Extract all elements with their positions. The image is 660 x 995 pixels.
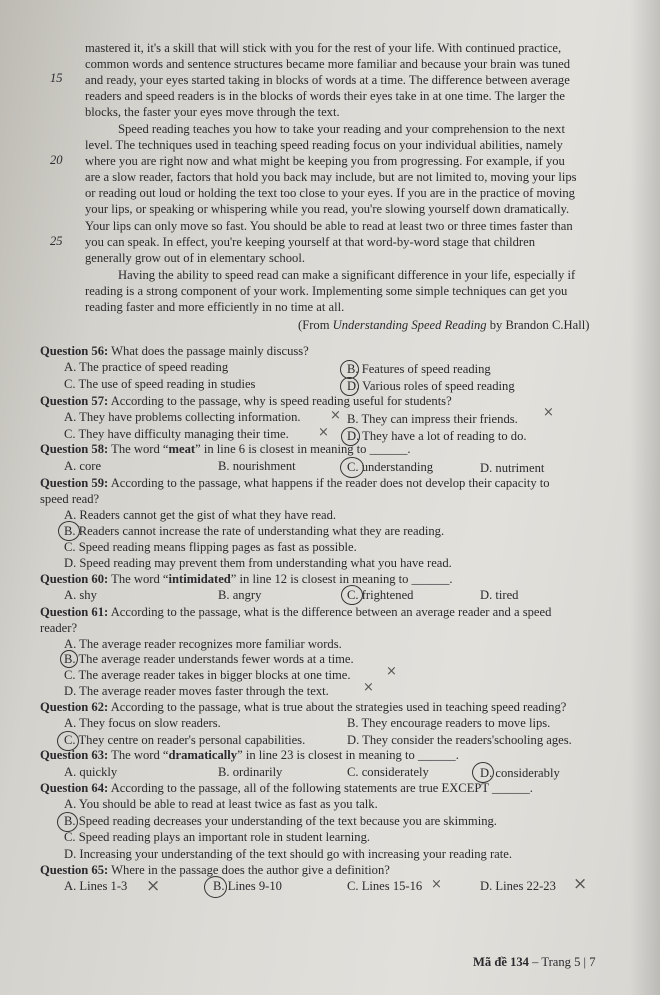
option-b[interactable]: B. They encourage readers to move lips. xyxy=(347,716,551,730)
question-57: Question 57: According to the passage, why is speed reading useful for students? xyxy=(40,394,452,408)
question-56: Question 56: What does the passage mainly discuss? xyxy=(40,344,309,358)
cross-mark-icon: × xyxy=(318,425,329,440)
option-b[interactable]: B. angry xyxy=(218,588,262,602)
cross-mark-icon: × xyxy=(573,874,588,894)
option-b[interactable]: B. nourishment xyxy=(218,459,296,473)
cross-mark-icon: × xyxy=(146,876,161,896)
page-footer: Mã đề 134 – Trang 5 | 7 xyxy=(473,955,596,969)
option-b[interactable]: B. The average reader understands fewer words at a time. xyxy=(64,652,354,666)
option-d[interactable]: D. Various roles of speed reading xyxy=(347,379,515,393)
option-b[interactable]: B. Features of speed reading xyxy=(347,362,491,376)
passage-line: common words and sentence structures became more familiar and because your brain was tuned xyxy=(85,57,571,71)
option-c[interactable]: C. Speed reading means flipping pages as fast as possible. xyxy=(64,540,357,554)
option-b[interactable]: B. Speed reading decreases your understanding of the text because you are skimming. xyxy=(64,814,497,828)
option-d[interactable]: D. considerably xyxy=(480,766,560,780)
line-number: 25 xyxy=(50,234,63,248)
line-number: 20 xyxy=(50,153,63,167)
question-59: Question 59: According to the passage, what happens if the reader does not develop their capacity to xyxy=(40,476,550,490)
option-b[interactable]: B. Readers cannot increase the rate of understanding what they are reading. xyxy=(64,524,445,538)
passage-line: mastered it, it's a skill that will stick with you for the rest of your life. With continued practice, xyxy=(85,41,562,55)
passage-line: and ready, your eyes started taking in blocks of words at a time. The difference between average xyxy=(85,73,570,87)
question-63: Question 63: The word “dramatically” in line 23 is closest in meaning to ______. xyxy=(40,748,459,762)
page-shadow xyxy=(630,0,660,995)
line-number: 15 xyxy=(50,71,63,85)
option-c[interactable]: C. They centre on reader's personal capabilities. xyxy=(64,733,306,747)
option-c[interactable]: C. Lines 15-16 xyxy=(347,879,423,893)
option-a[interactable]: A. Readers cannot get the gist of what they have read. xyxy=(64,508,337,522)
cross-mark-icon: × xyxy=(431,877,442,892)
option-a[interactable]: A. The practice of speed reading xyxy=(64,360,229,374)
question-58: Question 58: The word “meat” in line 6 is closest in meaning to ______. xyxy=(40,442,411,456)
option-a[interactable]: A. quickly xyxy=(64,765,118,779)
option-c[interactable]: C. Speed reading plays an important role in student learning. xyxy=(64,830,371,844)
option-c[interactable]: C. frightened xyxy=(347,588,414,602)
cross-mark-icon: × xyxy=(363,680,374,695)
option-d[interactable]: D. nutriment xyxy=(480,461,545,475)
passage-line: Your lips can only move so fast. You should be able to read at least two or three times faster than xyxy=(85,219,573,233)
option-c[interactable]: C. The use of speed reading in studies xyxy=(64,377,256,391)
option-c[interactable]: C. understanding xyxy=(347,460,434,474)
passage-line: level. The techniques used in teaching speed reading focus on your individual abilities, namely xyxy=(85,138,563,152)
option-d[interactable]: D. tired xyxy=(480,588,519,602)
cross-mark-icon: × xyxy=(386,664,397,679)
passage-line: readers and speed readers is in the blocks of words their eyes take in at one time. The larger the xyxy=(85,89,566,103)
passage-line: reading is a strong component of your work. Implementing some simple techniques can get you xyxy=(85,284,568,298)
option-d[interactable]: D. Speed reading may prevent them from understanding what you have read. xyxy=(64,556,452,570)
option-c[interactable]: C. The average reader takes in bigger blocks at one time. xyxy=(64,668,351,682)
source-citation: (From Understanding Speed Reading by Brandon C.Hall) xyxy=(298,318,590,332)
option-b[interactable]: B. They can impress their friends. xyxy=(347,412,518,426)
option-d[interactable]: D. Lines 22-23 xyxy=(480,879,556,893)
option-b[interactable]: B. Lines 9-10 xyxy=(213,879,282,893)
passage-line: Speed reading teaches you how to take your reading and your comprehension to the next xyxy=(118,122,565,136)
option-a[interactable]: A. Lines 1-3 xyxy=(64,879,128,893)
cross-mark-icon: × xyxy=(330,408,341,423)
question-61: Question 61: According to the passage, what is the difference between an average reader and a speed xyxy=(40,605,552,619)
option-a[interactable]: A. You should be able to read at least twice as fast as you talk. xyxy=(64,797,378,811)
passage-line: reading faster and more efficiently in no time at all. xyxy=(85,300,345,314)
passage-line: your lips, or speaking or whispering while you read, you're slowing yourself down dramatically. xyxy=(85,202,570,216)
option-d[interactable]: D. They consider the readers'schooling ages. xyxy=(347,733,572,747)
passage-line: Having the ability to speed read can make a significant difference in your life, especially if xyxy=(118,268,576,282)
cross-mark-icon: × xyxy=(543,405,554,420)
question-61-cont: reader? xyxy=(40,621,78,635)
option-d[interactable]: D. They have a lot of reading to do. xyxy=(347,429,527,443)
option-c[interactable]: C. They have difficulty managing their time. xyxy=(64,427,289,441)
option-d[interactable]: D. The average reader moves faster through the text. xyxy=(64,684,329,698)
passage-line: you can speak. In effect, you're keeping yourself at that word-by-word stage that children xyxy=(85,235,536,249)
option-b[interactable]: B. ordinarily xyxy=(218,765,283,779)
option-a[interactable]: A. core xyxy=(64,459,102,473)
passage-line: blocks, the faster your eyes move through the text. xyxy=(85,105,340,119)
question-59-cont: speed read? xyxy=(40,492,100,506)
option-c[interactable]: C. considerately xyxy=(347,765,429,779)
question-60: Question 60: The word “intimidated” in line 12 is closest in meaning to ______. xyxy=(40,572,453,586)
option-a[interactable]: A. The average reader recognizes more familiar words. xyxy=(64,637,342,651)
question-65: Question 65: Where in the passage does the author give a definition? xyxy=(40,863,390,877)
passage-line: or reading out loud or holding the text too close to your eyes. If you are in the practice of moving xyxy=(85,186,575,200)
option-a[interactable]: A. They have problems collecting information. xyxy=(64,410,301,424)
passage-line: are a slow reader, factors that hold you back may include, but are not limited to, moving your lips xyxy=(85,170,577,184)
option-d[interactable]: D. Increasing your understanding of the text should go with increasing your reading rate. xyxy=(64,847,513,861)
option-a[interactable]: A. shy xyxy=(64,588,97,602)
passage-line: where you are right now and what might be keeping you from progressing. For example, if you xyxy=(85,154,565,168)
option-a[interactable]: A. They focus on slow readers. xyxy=(64,716,221,730)
passage-line: generally grow out of in elementary school. xyxy=(85,251,305,265)
question-62: Question 62: According to the passage, what is true about the strategies used in teaching speed reading? xyxy=(40,700,567,714)
question-64: Question 64: According to the passage, all of the following statements are true EXCEPT ______. xyxy=(40,781,533,795)
